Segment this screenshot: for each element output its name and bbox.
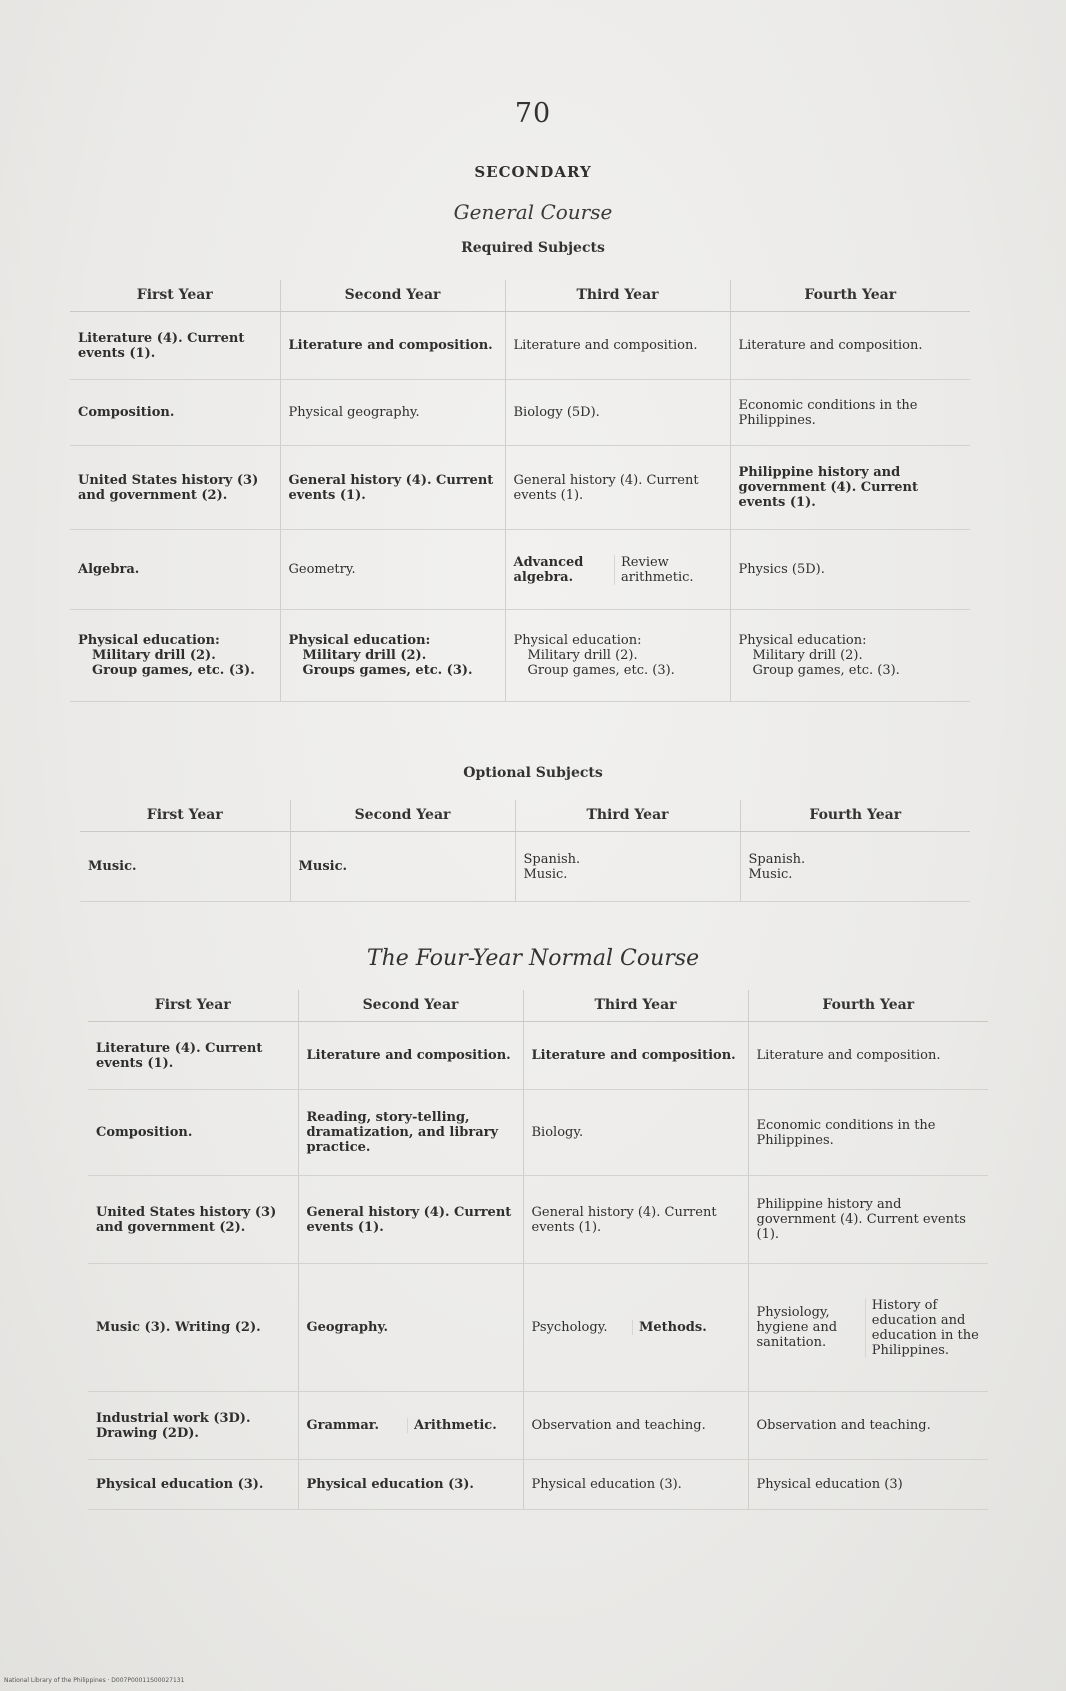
- table-cell: Music.: [80, 832, 290, 902]
- table-cell: [505, 530, 730, 610]
- arithmetic: Arithmetic.: [407, 1418, 515, 1433]
- table-row: [70, 446, 970, 530]
- pe-games: Group games, etc. (3).: [752, 663, 900, 678]
- table-row: [70, 610, 970, 702]
- table-cell: [523, 1264, 748, 1392]
- table-row: [70, 380, 970, 446]
- table-cell: General history (4). Current events (1).: [523, 1176, 748, 1264]
- pe-label: Physical education:: [288, 633, 431, 648]
- table-cell: Literature and composition.: [298, 1022, 523, 1090]
- table-header-row: [88, 990, 988, 1022]
- optional-spanish: Spanish.: [748, 851, 806, 867]
- header-third-year: Third Year: [515, 800, 740, 832]
- advanced-algebra: Advanced algebra.: [513, 554, 584, 585]
- header-second-year: Second Year: [290, 800, 515, 832]
- optional-subjects-heading: Optional Subjects: [463, 765, 603, 781]
- table-row: [88, 1090, 988, 1176]
- methods: Methods.: [632, 1320, 740, 1335]
- optional-spanish: Spanish.: [523, 851, 581, 867]
- header-second-year: Second Year: [298, 990, 523, 1022]
- table-cell: Industrial work (3D). Drawing (2D).: [88, 1392, 298, 1460]
- table-cell: [298, 1392, 523, 1460]
- required-subjects-heading: Required Subjects: [461, 240, 605, 256]
- pe-games: Groups games, etc. (3).: [302, 663, 473, 678]
- table-cell: Economic conditions in the Philippines.: [748, 1090, 988, 1176]
- optional-music: Music.: [523, 866, 568, 882]
- pe-games: Group games, etc. (3).: [92, 663, 255, 678]
- header-first-year: First Year: [70, 280, 280, 312]
- required-subjects-table: [70, 280, 970, 702]
- table-cell: Economic conditions in the Philippines.: [730, 380, 970, 446]
- table-cell: Composition.: [88, 1090, 298, 1176]
- table-cell: Literature (4). Current events (1).: [88, 1022, 298, 1090]
- table-cell: Geography.: [298, 1264, 523, 1392]
- header-fourth-year: Fourth Year: [748, 990, 988, 1022]
- pe-games: Group games, etc. (3).: [527, 663, 675, 678]
- history-of-education: History of education and education in the Philippines.: [865, 1298, 980, 1358]
- table-cell: Physical geography.: [280, 380, 505, 446]
- general-course-title: General Course: [453, 200, 613, 224]
- table-cell: General history (4). Current events (1).: [505, 446, 730, 530]
- table-cell: [280, 610, 505, 702]
- table-cell: Composition.: [70, 380, 280, 446]
- table-cell: Physical education (3).: [298, 1460, 523, 1510]
- table-header-row: [80, 800, 970, 832]
- grammar: Grammar.: [306, 1418, 379, 1433]
- table-cell: Observation and teaching.: [748, 1392, 988, 1460]
- pe-label: Physical education:: [513, 633, 642, 648]
- table-cell: United States history (3) and government (2).: [70, 446, 280, 530]
- header-third-year: Third Year: [505, 280, 730, 312]
- table-cell: Literature and composition.: [748, 1022, 988, 1090]
- header-fourth-year: Fourth Year: [730, 280, 970, 312]
- pe-label: Physical education:: [78, 633, 220, 648]
- table-cell: [748, 1264, 988, 1392]
- table-cell: [730, 610, 970, 702]
- table-cell: Physical education (3): [748, 1460, 988, 1510]
- table-row: [88, 1392, 988, 1460]
- header-first-year: First Year: [88, 990, 298, 1022]
- pe-drill: Military drill (2).: [302, 648, 427, 663]
- review-arithmetic: Review arithmetic.: [614, 555, 722, 585]
- normal-course-table: [88, 990, 988, 1510]
- physiology: Physiology, hygiene and sanitation.: [756, 1305, 838, 1350]
- table-row: [88, 1460, 988, 1510]
- table-cell: Physical education (3).: [88, 1460, 298, 1510]
- table-cell: Biology.: [523, 1090, 748, 1176]
- table-cell: [515, 832, 740, 902]
- table-row: [88, 1176, 988, 1264]
- header-third-year: Third Year: [523, 990, 748, 1022]
- table-row: [80, 832, 970, 902]
- table-cell: Literature and composition.: [280, 312, 505, 380]
- table-cell: Physics (5D).: [730, 530, 970, 610]
- footer-credit: National Library of the Philippines · D007P00011S00027131: [4, 1677, 185, 1684]
- pe-drill: Military drill (2).: [752, 648, 863, 663]
- table-cell: [740, 832, 970, 902]
- table-cell: Reading, story-telling, dramatization, and library practice.: [298, 1090, 523, 1176]
- table-cell: General history (4). Current events (1).: [280, 446, 505, 530]
- table-cell: Philippine history and government (4). Current events (1).: [748, 1176, 988, 1264]
- header-first-year: First Year: [80, 800, 290, 832]
- page-number: 70: [514, 98, 552, 129]
- table-cell: Literature and composition.: [523, 1022, 748, 1090]
- table-row: [88, 1264, 988, 1392]
- table-row: [70, 312, 970, 380]
- table-cell: Geometry.: [280, 530, 505, 610]
- table-cell: Physical education (3).: [523, 1460, 748, 1510]
- table-cell: [505, 610, 730, 702]
- optional-music: Music.: [748, 866, 793, 882]
- table-cell: Music.: [290, 832, 515, 902]
- table-cell: Literature and composition.: [505, 312, 730, 380]
- psychology: Psychology.: [531, 1320, 608, 1335]
- table-cell: Biology (5D).: [505, 380, 730, 446]
- table-cell: Music (3). Writing (2).: [88, 1264, 298, 1392]
- table-cell: Literature and composition.: [730, 312, 970, 380]
- table-cell: Algebra.: [70, 530, 280, 610]
- table-cell: General history (4). Current events (1).: [298, 1176, 523, 1264]
- header-fourth-year: Fourth Year: [740, 800, 970, 832]
- table-cell: Literature (4). Current events (1).: [70, 312, 280, 380]
- header-second-year: Second Year: [280, 280, 505, 312]
- pe-drill: Military drill (2).: [92, 648, 216, 663]
- table-row: [88, 1022, 988, 1090]
- table-cell: Philippine history and government (4). Current events (1).: [730, 446, 970, 530]
- pe-drill: Military drill (2).: [527, 648, 638, 663]
- table-cell: [70, 610, 280, 702]
- table-row: [70, 530, 970, 610]
- section-label: SECONDARY: [474, 163, 592, 181]
- table-cell: Observation and teaching.: [523, 1392, 748, 1460]
- table-header-row: [70, 280, 970, 312]
- table-cell: United States history (3) and government (2).: [88, 1176, 298, 1264]
- optional-subjects-table: [80, 800, 970, 902]
- normal-course-title: The Four-Year Normal Course: [366, 946, 700, 971]
- pe-label: Physical education:: [738, 633, 867, 648]
